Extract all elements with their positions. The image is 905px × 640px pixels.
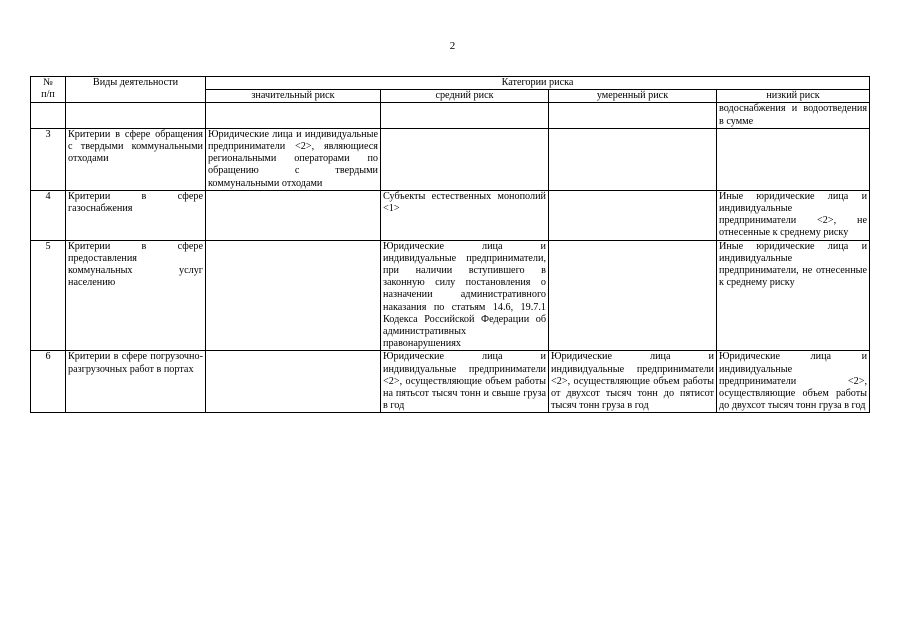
table-row [31,103,870,128]
row-number: 4 [31,190,66,240]
table-row [31,128,870,190]
header-risk-categories: Категории риска [206,77,870,90]
row-low: Юридические лица и индивидуальные предприниматели <2>, осуществляющие объем работы до двухсот тысяч тонн груза в год [717,351,870,413]
row-medium [381,128,549,190]
row-activity: Критерии в сфере обращения с твердыми коммунальными отходами [66,128,206,190]
header-low-risk: низкий риск [717,90,870,103]
row-significant [206,240,381,351]
row-low: Иные юридические лица и индивидуальные предприниматели, не отнесенные к среднему риску [717,240,870,351]
header-significant-risk: значительный риск [206,90,381,103]
page-number: 2 [449,40,456,52]
row-activity [66,103,206,128]
row-activity: Критерии в сфере газоснабжения [66,190,206,240]
row-number: 3 [31,128,66,190]
risk-categories-table [30,76,870,413]
row-moderate: Юридические лица и индивидуальные предприниматели <2>, осуществляющие объем работы от двухсот тысяч тонн до пятисот тысяч тонн груза в год [549,351,717,413]
row-significant [206,351,381,413]
row-significant [206,190,381,240]
table-row [31,190,870,240]
row-activity: Критерии в сфере погрузочно-разгрузочных работ в портах [66,351,206,413]
table-row [31,240,870,351]
row-medium: Юридические лица и индивидуальные предприниматели, при наличии вступившего в законную силу постановления о назначении административного наказания по статьям 14.6, 19.7.1 Кодекса Российской Федерации об административных правонарушениях [381,240,549,351]
header-activity: Виды деятельности [66,77,206,103]
row-medium: Субъекты естественных монополий <1> [381,190,549,240]
header-moderate-risk: умеренный риск [549,90,717,103]
header-medium-risk: средний риск [381,90,549,103]
table-row [31,351,870,413]
row-moderate [549,190,717,240]
header-number: № п/п [31,77,66,103]
row-low [717,128,870,190]
row-low: водоснабжения и водоотведения в сумме [717,103,870,128]
row-medium [381,103,549,128]
row-number [31,103,66,128]
row-moderate [549,128,717,190]
row-moderate [549,240,717,351]
row-low: Иные юридические лица и индивидуальные предприниматели <2>, не отнесенные к среднему риску [717,190,870,240]
row-number: 6 [31,351,66,413]
row-number: 5 [31,240,66,351]
row-significant [206,103,381,128]
row-moderate [549,103,717,128]
row-activity: Критерии в сфере предоставления коммунальных услуг населению [66,240,206,351]
row-significant: Юридические лица и индивидуальные предприниматели <2>, являющиеся региональными операторами по обращению с твердыми коммунальными отходами [206,128,381,190]
row-medium: Юридические лица и индивидуальные предприниматели <2>, осуществляющие объем работы на пятьсот тысяч тонн и свыше груза в год [381,351,549,413]
